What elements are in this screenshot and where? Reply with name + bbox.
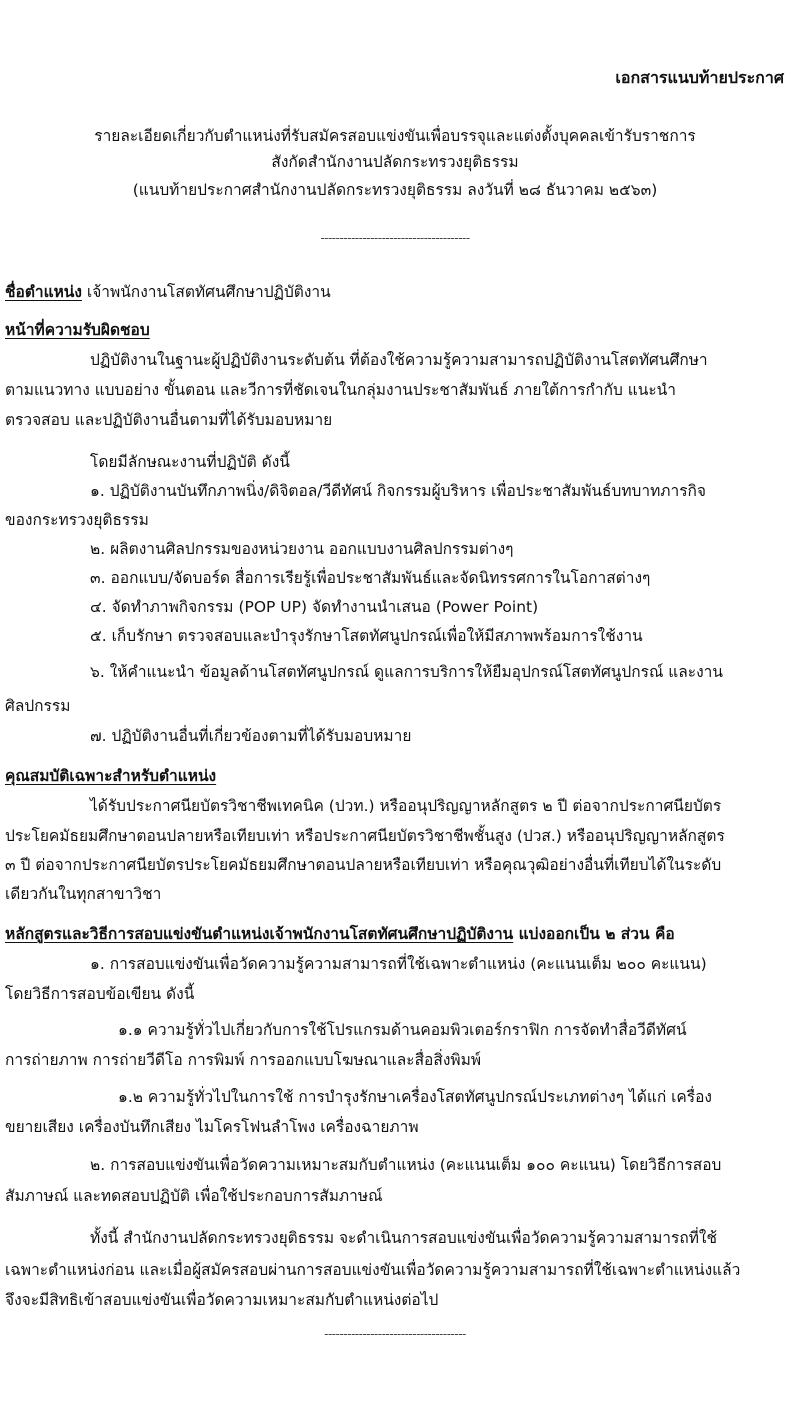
- exam-heading-row: [5, 922, 790, 946]
- qualifications-line-4: เดียวกันในทุกสาขาวิชา: [5, 885, 162, 903]
- duty-item-6-cont: ศิลปกรรม: [5, 697, 71, 715]
- duties-intro: โดยมีลักษณะงานที่ปฏิบัติ ดังนี้: [90, 453, 290, 471]
- duties-line-2: ตามแนวทาง แบบอย่าง ขั้นตอน และวีการที่ชัดเจนในกลุ่มงานประชาสัมพันธ์ ภายใต้การกำกับ แนะนำ: [5, 381, 676, 399]
- duties-heading: หน้าที่ความรับผิดชอบ: [5, 321, 150, 339]
- duties-line-1: ปฏิบัติงานในฐานะผู้ปฏิบัติงานระดับต้น ที่ต้องใช้ความรู้ความสามารถปฏิบัติงานโสตทัศนศึกษา: [90, 351, 708, 369]
- exam-part-2: ๒. การสอบแข่งขันเพื่อวัดความเหมาะสมกับตำแหน่ง (คะแนนเต็ม ๑๐๐ คะแนน) โดยวิธีการสอบ: [90, 1156, 722, 1174]
- duty-item-1-cont: ของกระทรวงยุติธรรม: [5, 511, 149, 529]
- position-row: [5, 280, 790, 304]
- exam-sub-1-1: ๑.๑ ความรู้ทั่วไปเกี่ยวกับการใช้โปรแกรมด้านคอมพิวเตอร์กราฟิก การจัดทำสื่อวีดีทัศน์: [118, 1021, 687, 1039]
- duty-item-4: ๔. จัดทำภาพกิจกรรม (POP UP) จัดทำงานนำเสนอ (Power Point): [90, 598, 539, 616]
- duty-item-7: ๗. ปฏิบัติงานอื่นที่เกี่ยวข้องตามที่ได้รับมอบหมาย: [90, 727, 412, 745]
- footer-divider: -------------------------------------: [324, 1327, 466, 1341]
- title-line-1: รายละเอียดเกี่ยวกับตำแหน่งที่รับสมัครสอบแข่งขันเพื่อบรรจุและแต่งตั้งบุคคลเข้ารับราชการ: [94, 127, 696, 145]
- exam-part-1-cont: โดยวิธีการสอบข้อเขียน ดังนี้: [5, 985, 195, 1003]
- header-divider: ---------------------------------------: [320, 231, 470, 245]
- duties-line-3: ตรวจสอบ และปฏิบัติงานอื่นตามที่ได้รับมอบหมาย: [5, 411, 333, 429]
- position-value: เจ้าพนักงานโสตทัศนศึกษาปฏิบัติงาน: [81, 283, 331, 301]
- exam-part-1: ๑. การสอบแข่งขันเพื่อวัดความรู้ความสามารถที่ใช้เฉพาะตำแหน่ง (คะแนนเต็ม ๒๐๐ คะแนน): [90, 955, 707, 973]
- qualifications-line-3: ๓ ปี ต่อจากประกาศนียบัตรประโยคมัธยมศึกษาตอนปลายหรือเทียบเท่า หรือคุณวุฒิอย่างอื่นที่เทียบได้ในระดับ: [5, 856, 722, 874]
- duty-item-1: ๑. ปฏิบัติงานบันทึกภาพนิ่ง/ดิจิตอล/วีดีทัศน์ กิจกรรมผู้บริหาร เพื่อประชาสัมพันธ์บทบาทภารกิจ: [90, 482, 707, 500]
- attachment-label: เอกสารแนบท้ายประกาศ: [615, 68, 784, 87]
- duty-item-2: ๒. ผลิตงานศิลปกรรมของหน่วยงาน ออกแบบงานศิลปกรรมต่างๆ: [90, 540, 514, 558]
- exam-heading-suffix: แบ่งออกเป็น ๒ ส่วน คือ: [513, 925, 675, 943]
- exam-part-2-cont: สัมภาษณ์ และทดสอบปฏิบัติ เพื่อใช้ประกอบการสัมภาษณ์: [5, 1187, 383, 1205]
- duty-item-3: ๓. ออกแบบ/จัดบอร์ด สื่อการเรียรู้เพื่อประชาสัมพันธ์และจัดนิทรรศการในโอกาสต่างๆ: [90, 569, 651, 587]
- closing-line-3: จึงจะมีสิทธิเข้าสอบแข่งขันเพื่อวัดความเหมาะสมกับตำแหน่งต่อไป: [5, 1291, 439, 1309]
- title-line-3: (แนบท้ายประกาศสำนักงานปลัดกระทรวงยุติธรรม ลงวันที่ ๒๘ ธันวาคม ๒๕๖๓): [132, 181, 658, 199]
- duty-item-6: ๖. ให้คำแนะนำ ข้อมูลด้านโสตทัศนูปกรณ์ ดูแลการบริการให้ยืมอุปกรณ์โสตทัศนูปกรณ์ และงาน: [90, 663, 723, 681]
- qualifications-line-1: ได้รับประกาศนียบัตรวิชาชีพเทคนิค (ปวท.) หรืออนุปริญญาหลักสูตร ๒ ปี ต่อจากประกาศนียบัตร: [90, 797, 722, 815]
- qualifications-heading: คุณสมบัติเฉพาะสำหรับตำแหน่ง: [5, 767, 217, 785]
- duty-item-5: ๕. เก็บรักษา ตรวจสอบและบำรุงรักษาโสตทัศนูปกรณ์เพื่อให้มีสภาพพร้อมการใช้งาน: [90, 627, 643, 645]
- title-line-2: สังกัดสำนักงานปลัดกระทรวงยุติธรรม: [271, 153, 519, 171]
- exam-sub-1-2-cont: ขยายเสียง เครื่องบันทึกเสียง ไมโครโฟนลำโพง เครื่องฉายภาพ: [5, 1118, 419, 1136]
- position-label: ชื่อตำแหน่ง: [5, 283, 82, 301]
- closing-line-2: เฉพาะตำแหน่งก่อน และเมื่อผู้สมัครสอบผ่านการสอบแข่งขันเพื่อวัดความรู้ความสามารถที่ใช้เฉพาะตำแหน่งแล้ว: [5, 1261, 741, 1279]
- closing-line-1: ทั้งนี้ สำนักงานปลัดกระทรวงยุติธรรม จะดำเนินการสอบแข่งขันเพื่อวัดความรู้ความสามารถที่ใช้: [90, 1229, 718, 1247]
- qualifications-line-2: ประโยคมัธยมศึกษาตอนปลายหรือเทียบเท่า หรือประกาศนียบัตรวิชาชีพชั้นสูง (ปวส.) หรืออนุปริญญาหลักสูตร: [5, 827, 725, 845]
- exam-heading: หลักสูตรและวิธีการสอบแข่งขันตำแหน่งเจ้าพนักงานโสตทัศนศึกษาปฏิบัติงาน: [5, 925, 514, 943]
- exam-sub-1-2: ๑.๒ ความรู้ทั่วไปในการใช้ การบำรุงรักษาเครื่องโสตทัศนูปกรณ์ประเภทต่างๆ ได้แก่ เครื่อง: [118, 1088, 713, 1106]
- exam-sub-1-1-cont: การถ่ายภาพ การถ่ายวีดีโอ การพิมพ์ การออกแบบโฆษณาและสื่อสิ่งพิมพ์: [5, 1051, 482, 1069]
